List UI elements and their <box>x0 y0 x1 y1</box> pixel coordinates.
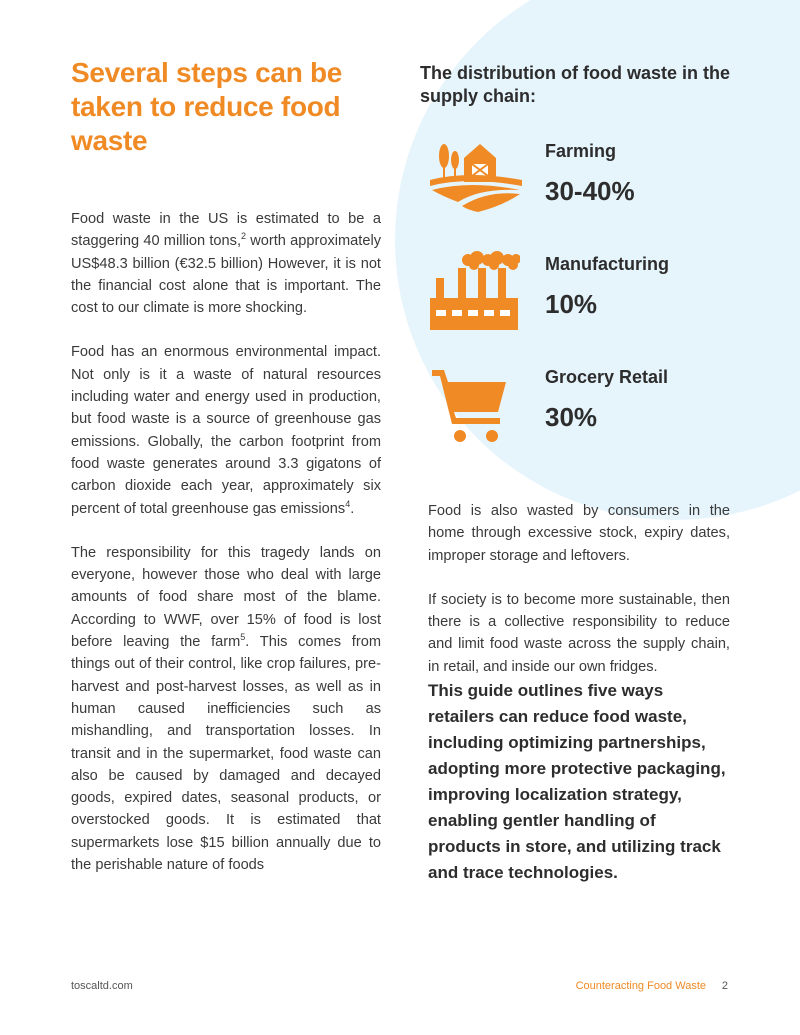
footnote-ref-5: 5 <box>240 632 246 643</box>
footnote-ref-4: 4 <box>345 498 351 509</box>
farm-icon <box>428 140 524 214</box>
factory-icon <box>428 250 520 332</box>
stat-label: Farming <box>545 141 617 161</box>
stat-farming <box>545 140 635 208</box>
footer-website: toscaltd.com <box>71 980 133 992</box>
footnote-ref-2: 2 <box>241 231 247 242</box>
stat-value: 10% <box>545 289 598 319</box>
stat-manufacturing <box>545 253 669 321</box>
stat-label: Manufacturing <box>545 254 669 274</box>
paragraph-us-waste: Food waste in the US is estimated to be a staggering 40 million tons,$^2$ worth approximately US$48.3 billion (€32.5 billion) However, it is not the financial cost alone that is important. The cost to our climate is more shocking. <box>71 211 381 317</box>
right-body <box>428 500 730 886</box>
distribution-heading: The distribution of food waste in the supply chain: <box>420 63 730 106</box>
stat-value: 30-40% <box>545 176 635 206</box>
paragraph-society: If society is to become more sustainable, then there is a collective responsibility to reduce and limit food waste across the supply chain, in retail, and inside our own fridges. <box>428 591 730 675</box>
footer-doc-title: Counteracting Food Waste <box>575 980 706 992</box>
stat-label: Grocery Retail <box>545 367 669 387</box>
paragraph-responsibility: The responsibility for this tragedy lands on everyone, however those who deal with large amounts of food share most of the blame. According to WWF, over 15% of food is lost before leaving the farm$^5$. This comes from things out of their control, like crop failures, pre-harvest and post-harvest losses, as well as in human caused inefficiencies such as mishandling, and transportation losses. In transit and in the supermarket, food waste can also be caused by damaged and decayed goods, expired dates, seasonal products, or overstocked goods. It is estimated that supermarkets lose $15 billion annually due to the perishable nature of foods <box>71 544 381 874</box>
stat-grocery-retail <box>545 366 668 434</box>
stat-value: 30% <box>545 402 598 432</box>
page-number: 2 <box>721 980 728 992</box>
left-column <box>71 56 381 876</box>
paragraph-environment: Food has an enormous environmental impact. Not only is it a waste of natural resources including water and energy used in production, but food waste is a source of greenhouse gas emissions. Globally, the carbon footprint from food waste generates around 3.3 gigatons of carbon dioxide each year, approximately six percent of total greenhouse gas emissions$^4$. <box>71 344 381 517</box>
left-body <box>71 208 381 876</box>
paragraph-consumers: Food is also wasted by consumers in the home through excessive stock, expiry dates, improper storage and leftovers. <box>428 503 730 564</box>
distribution-panel <box>420 62 730 462</box>
page-title: Several steps can be taken to reduce food waste <box>71 57 343 156</box>
guide-summary: This guide outlines five ways retailers can reduce food waste, including optimizing partnerships, adopting more protective packaging, improving localization strategy, enabling gentler handling of products in store, and utilizing track and trace technologies. <box>428 681 726 883</box>
shopping-cart-icon <box>428 368 508 444</box>
